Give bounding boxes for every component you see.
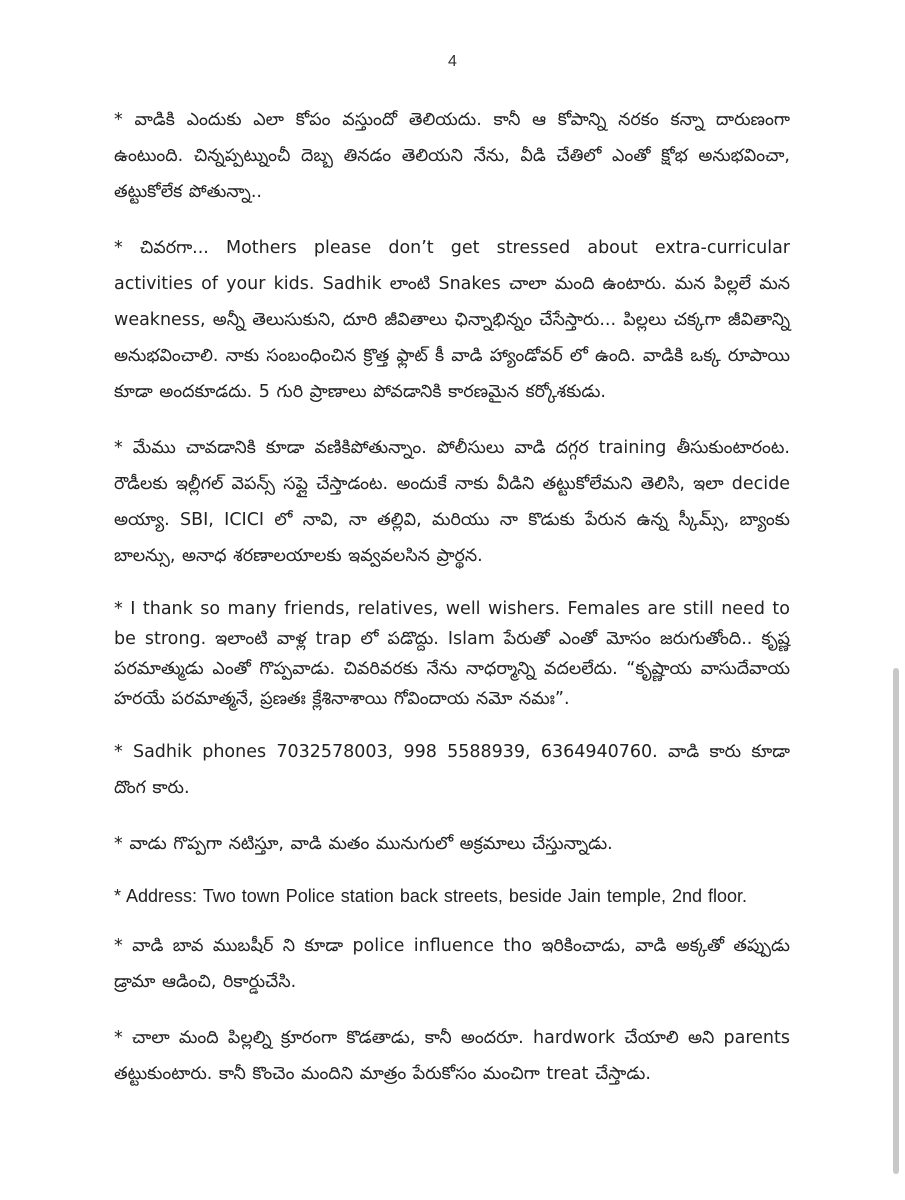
scrollbar-thumb[interactable] xyxy=(893,668,899,1174)
page-number: 4 xyxy=(448,53,457,70)
paragraph-mothers-warning: * చివరగా... Mothers please don’t get stressed about extra-curricular activities of your kids. Sadhik లాంటి Snakes చాలా మంది ఉంటారు. మన పిల్లలే మన weakness, అన్నీ తెలుసుకుని, దూరి జీవితాలు ఛిన్నాభిన్నం చేసేస్తారు... పిల్లలు చక్కగా జీవితాన్ని అనుభవించాలి. నాకు సంబంధించిన క్రొత్త ఫ్లాట్ కీ వాడి హ్యాండోవర్ లో ఉంది. వాడికి ఒక్క రూపాయి కూడా అందకూడదు. 5 గురి ప్రాణాలు పోవడానికి కారణమైన కర్కోశకుడు. xyxy=(114,238,790,402)
paragraph-address: * Address: Two town Police station back streets, beside Jain temple, 2nd floor. xyxy=(114,886,748,906)
paragraph-thanks: * I thank so many friends, relatives, well wishers. Females are still need to be strong. ఇలాంటి వాళ్ల trap లో పడొద్దు. Islam పేరుతో ఎంతో మోసం జరుగుతోంది.. కృష్ణ పరమాత్ముడు ఎంతో గొప్పవాడు. చివరివరకు నేను నాధర్మాన్ని వదలలేదు. “కృష్ణాయ వాసుదేవాయ హరయే పరమాత్మనే, ప్రణతః క్లేశినాశాయి గోవిందాయ నమో నమః”. xyxy=(114,599,790,709)
paragraph-fear-and-banks: * మేము చావడానికి కూడా వణికిపోతున్నాం. పోలీసులు వాడి దగ్గర training తీసుకుంటారంట. రౌడీలకు ఇల్లీగల్ వెపన్స్ సప్లై చేస్తాడంట. అందుకే నాకు వీడిని తట్టుకోలేమని తెలిసి, ఇలా decide అయ్యా. SBI, ICICI లో నావి, నా తల్లివి, మరియు నా కొడుకు పేరున ఉన్న స్కీమ్స్, బ్యాంకు బాలన్సు, అనాధ శరణాలయాలకు ఇవ్వవలసిన ప్రార్థన. xyxy=(114,438,790,566)
paragraph-anger: * వాడికి ఎందుకు ఎలా కోపం వస్తుందో తెలియదు. కానీ ఆ కోపాన్ని నరకం కన్నా దారుణంగా ఉంటుంది. చిన్నప్పట్నుంచీ దెబ్బ తినడం తెలియని నేను, వీడి చేతిలో ఎంతో క్షోభ అనుభవించా, తట్టుకోలేక పోతున్నా.. xyxy=(114,110,790,202)
paragraph-children-beating: * చాలా మంది పిల్లల్ని క్రూరంగా కొడతాడు, కానీ అందరూ. hardwork చేయాలి అని parents తట్టుకుంటారు. కానీ కొంచెం మందిని మాత్రం పేరుకోసం మంచిగా treat చేస్తాడు. xyxy=(114,1028,790,1084)
paragraph-pretending: * వాడు గొప్పగా నటిస్తూ, వాడి మతం మునుగులో అక్రమాలు చేస్తున్నాడు. xyxy=(114,834,613,854)
paragraph-brother-in-law: * వాడి బావ ముబషీర్ ని కూడా police influence tho ఇరికించాడు, వాడి అక్కతో తప్పుడు డ్రామా ఆడించి, రికార్డుచేసి. xyxy=(114,936,790,992)
document-body xyxy=(114,102,790,1112)
paragraph-phones: * Sadhik phones 7032578003, 998 5588939, 6364940760. వాడి కారు కూడా దొంగ కారు. xyxy=(114,742,790,798)
